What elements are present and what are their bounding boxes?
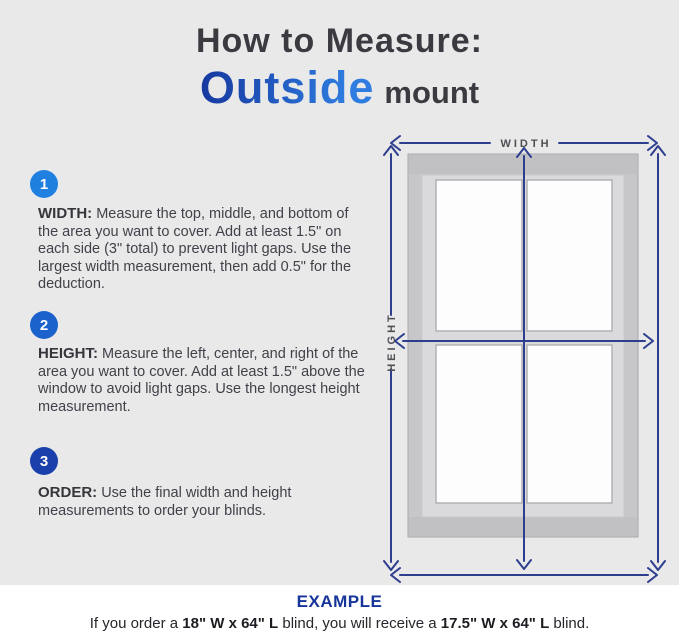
step-2-label: HEIGHT: [38, 345, 98, 362]
step-3-body: Use the final width and height measurements to order your blinds. [38, 485, 292, 519]
example-mid: blind, you will receive a [278, 615, 441, 632]
window-pane-bottom-left [436, 345, 522, 503]
example-text [0, 615, 679, 632]
window-pane-top-left [436, 180, 522, 331]
step-3-text [38, 484, 372, 520]
example-pre: If you order a [89, 615, 183, 632]
title-line2 [0, 62, 679, 114]
example-section [0, 585, 679, 644]
step-1-label: WIDTH: [38, 205, 93, 222]
title-highlight: Outside [199, 62, 375, 113]
step-2-number: 2 [39, 316, 49, 334]
example-heading: EXAMPLE [296, 592, 383, 611]
step-2-body: Measure the left, center, and right of the area you want to cover. Add at least 1.5" above the window to avoid light gaps. Use the longest height measurement. [38, 346, 365, 415]
height-label: HEIGHT [386, 312, 398, 372]
title-suffix: mount [384, 75, 480, 110]
title-line1: How to Measure: [195, 22, 484, 60]
width-label: WIDTH [500, 138, 552, 150]
step-1-badge [30, 170, 58, 198]
step-1-number: 1 [39, 175, 49, 193]
step-3-badge [30, 447, 58, 475]
window-pane-bottom-right [527, 345, 612, 503]
step-3-label: ORDER: [38, 484, 98, 501]
example-post: blind. [549, 615, 590, 632]
window-pane-top-right [527, 180, 612, 331]
step-2-badge [30, 311, 58, 339]
step-3-number: 3 [39, 452, 49, 470]
example-order-size: 18" W x 64" L [182, 615, 279, 632]
step-1-text [38, 205, 372, 294]
step-2-text [38, 345, 372, 416]
page-title [0, 22, 679, 114]
example-receive-size: 17.5" W x 64" L [440, 615, 550, 632]
step-1-body: Measure the top, middle, and bottom of the area you want to cover. Add at least 1.5" on each side (3" total) to prevent light gaps. Use the largest width measurement, then add 0.5" for the deduction. [38, 206, 352, 292]
window-measurement-diagram [370, 125, 670, 585]
